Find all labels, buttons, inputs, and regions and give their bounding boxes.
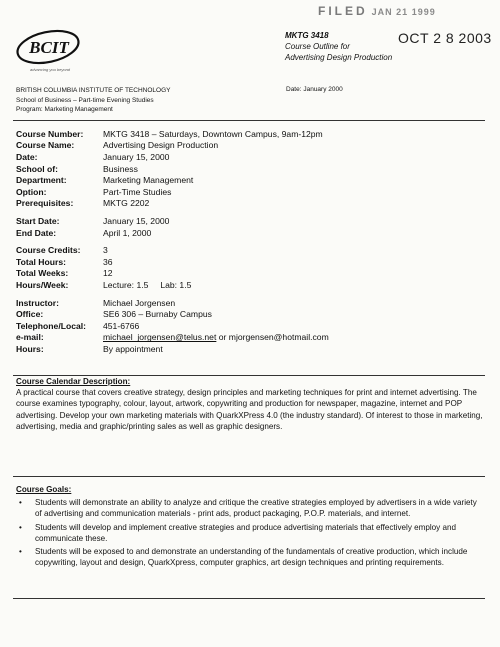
course-header-line3: Advertising Design Production bbox=[285, 53, 393, 62]
hours-label: Hours: bbox=[16, 343, 44, 354]
bcit-logo bbox=[14, 26, 84, 68]
info-row: Department: Marketing Management bbox=[16, 175, 194, 186]
info-row: Date: January 15, 2000 bbox=[16, 151, 170, 162]
program-name: Program: Marketing Management bbox=[16, 106, 113, 113]
institution-block bbox=[16, 86, 170, 115]
filed-stamp-date: JAN 21 1999 bbox=[371, 7, 436, 17]
info-row bbox=[16, 343, 486, 355]
info-row: Total Weeks: 12 bbox=[16, 268, 113, 279]
logo-tagline: advancing you beyond bbox=[30, 67, 71, 72]
info-row: Office: SE6 306 – Burnaby Campus bbox=[16, 309, 212, 320]
filed-stamp bbox=[318, 4, 436, 18]
email-or: or bbox=[216, 332, 229, 343]
info-row: Instructor: Michael Jorgensen bbox=[16, 297, 176, 308]
course-header-line2: Course Outline for bbox=[285, 42, 350, 51]
goals-heading: Course Goals: bbox=[16, 485, 72, 494]
document-date: Date: January 2000 bbox=[286, 86, 343, 93]
info-row: Course Number: MKTG 3418 – Saturdays, Downtown Campus, 9am-12pm bbox=[16, 128, 323, 139]
course-goals bbox=[16, 484, 484, 570]
divider bbox=[13, 120, 485, 121]
institution-name: BRITISH COLUMBIA INSTITUTE OF TECHNOLOGY bbox=[16, 87, 171, 94]
info-row: End Date: April 1, 2000 bbox=[16, 227, 152, 238]
hours-value: By appointment bbox=[103, 343, 163, 354]
email-link-secondary[interactable]: mjorgensen@hotmail.com bbox=[228, 332, 329, 343]
info-row: Course Credits: 3 bbox=[16, 245, 108, 256]
info-row: Prerequisites: MKTG 2202 bbox=[16, 198, 150, 209]
bullet-icon: • bbox=[19, 547, 22, 557]
description-heading: Course Calendar Description: bbox=[16, 377, 131, 386]
divider bbox=[13, 476, 485, 477]
info-row: Total Hours: 36 bbox=[16, 256, 113, 267]
divider bbox=[13, 598, 485, 599]
info-row: Start Date: January 15, 2000 bbox=[16, 215, 170, 226]
description-text: A practical course that covers creative strategy, design principles and marketing techniques for print and internet advertising. The course examines typography, colour, layout, artwork, copywriting and production for newspaper, magazine, internet and POP advertising. Develop your own marketing materials with QuarkXPress 4.0 (the industry standard). Of interest to those in marketing, advertising, media and graphic/printing sales as well as graphic designers. bbox=[16, 388, 483, 431]
info-row: Course Name: Advertising Design Production bbox=[16, 140, 219, 151]
email-link-primary[interactable]: michael_jorgensen@telus.net bbox=[103, 332, 217, 343]
email-row bbox=[16, 332, 486, 344]
info-row: Hours/Week: Lecture: 1.5 Lab: 1.5 bbox=[16, 279, 192, 290]
course-header bbox=[285, 30, 392, 63]
info-row: Telephone/Local: 451-6766 bbox=[16, 320, 140, 331]
course-description bbox=[16, 376, 484, 432]
course-code: MKTG 3418 bbox=[285, 31, 329, 40]
received-date-stamp: OCT 2 8 2003 bbox=[398, 30, 492, 46]
bullet-icon: • bbox=[19, 498, 22, 508]
goal-item: • Students will develop and implement creative strategies and produce advertising materials that effectively employ and communicate these. bbox=[19, 522, 456, 543]
filed-stamp-label: FILED bbox=[318, 4, 368, 18]
goal-item: • Students will be exposed to and demonstrate an understanding of the fundamentals of creative production, which include copywriting, layout and design, QuarkXpress, computer graphics, art design techniques and printing requirements. bbox=[19, 547, 468, 568]
info-row: School of: Business bbox=[16, 163, 138, 174]
course-info bbox=[16, 128, 486, 355]
school-name: School of Business – Part-time Evening Studies bbox=[16, 96, 154, 104]
goal-item: • Students will demonstrate an ability to analyze and critique the creative strategies employed by advertisers in a wide variety of advertising and communication materials - print ads, product packaging, P.O.P. materials, and internet. bbox=[19, 498, 477, 519]
info-row: Option: Part-Time Studies bbox=[16, 186, 172, 197]
email-label: e-mail: bbox=[16, 332, 44, 343]
goals-list bbox=[16, 497, 484, 568]
logo-text: BCIT bbox=[29, 38, 69, 57]
bullet-icon: • bbox=[19, 522, 22, 532]
